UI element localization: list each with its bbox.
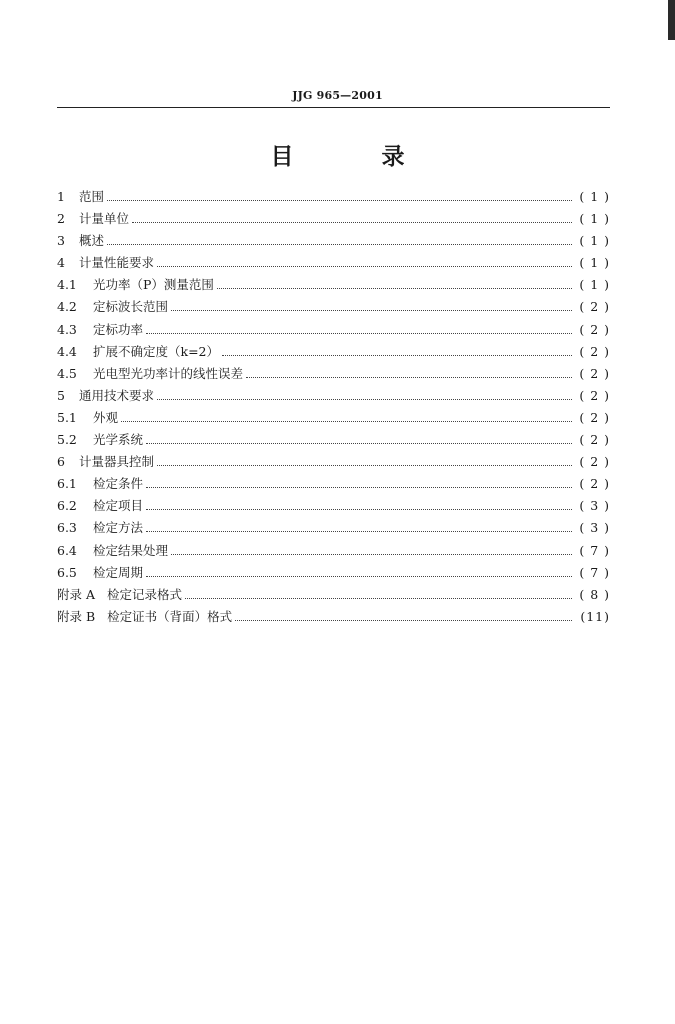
toc-entry — [57, 431, 610, 453]
dot-leader — [146, 486, 572, 488]
toc-entry — [57, 321, 610, 343]
dot-leader — [157, 398, 572, 400]
dot-leader — [146, 575, 572, 577]
toc-entry-page: ( 8 ) — [579, 586, 610, 602]
dot-leader — [146, 508, 572, 510]
toc-entry — [57, 519, 610, 541]
dot-leader — [132, 221, 572, 223]
dot-leader — [146, 530, 572, 532]
toc-entry-label: 计量器具控制 — [79, 454, 155, 470]
dot-leader — [157, 464, 572, 466]
toc-entry — [57, 475, 610, 497]
toc-entry-label: 光电型光功率计的线性误差 — [93, 365, 244, 381]
toc-entry-page: ( 2 ) — [579, 409, 610, 425]
toc-entry-label: 计量性能要求 — [79, 255, 155, 271]
toc-entry-number: 4.5 — [57, 365, 77, 381]
toc-entry-page: ( 2 ) — [579, 343, 610, 359]
toc-entry — [57, 409, 610, 431]
toc-entry-page: ( 1 ) — [579, 255, 610, 271]
toc-entry — [57, 542, 610, 564]
toc-entry-label: 检定结果处理 — [93, 542, 169, 558]
toc-entry-number: 6.3 — [57, 520, 77, 536]
dot-leader — [171, 309, 572, 311]
toc-entry-label: 外观 — [93, 409, 119, 425]
dot-leader — [246, 376, 572, 378]
toc-entry-page: ( 1 ) — [579, 233, 610, 249]
toc-entry-page: ( 3 ) — [579, 520, 610, 536]
toc-entry — [57, 564, 610, 586]
toc-entry-page: ( 2 ) — [579, 476, 610, 492]
toc-entry — [57, 276, 610, 298]
toc-entry-number: 1 — [57, 189, 65, 204]
toc-entry — [57, 254, 610, 276]
toc-entry-label: 计量单位 — [79, 211, 130, 227]
toc-entry — [57, 497, 610, 519]
toc-entry — [57, 365, 610, 387]
toc-entry-number: 5 — [57, 387, 65, 403]
toc-entry-page: ( 2 ) — [579, 387, 610, 403]
toc-entry-label: 检定证书（背面）格式 — [107, 608, 233, 624]
toc-entry-page: ( 2 ) — [579, 321, 610, 337]
toc-entry-number: 6.5 — [57, 564, 77, 580]
toc-entry-label: 检定方法 — [93, 520, 144, 536]
toc-entry-label: 范围 — [79, 189, 105, 204]
toc-entry-number: 附录 B — [57, 608, 96, 624]
toc-entry-page: ( 2 ) — [579, 365, 610, 381]
standard-number: JJG 965—2001 — [292, 89, 383, 102]
toc-entry-page: ( 7 ) — [579, 564, 610, 580]
toc-entry-number: 5.1 — [57, 409, 77, 425]
dot-leader — [157, 265, 572, 267]
toc-entry-label: 检定条件 — [93, 476, 144, 492]
toc-entry-label: 扩展不确定度（k=2） — [93, 343, 220, 359]
table-of-contents — [57, 188, 610, 630]
toc-entry-label: 检定项目 — [93, 498, 144, 514]
header-rule — [57, 107, 610, 108]
toc-entry — [57, 387, 610, 409]
dot-leader — [146, 442, 572, 444]
toc-entry — [57, 608, 610, 630]
toc-entry-number: 4.4 — [57, 343, 77, 359]
toc-entry-number: 3 — [57, 233, 65, 249]
toc-entry-label: 光学系统 — [93, 432, 144, 448]
page-title: 目 录 — [270, 144, 445, 170]
toc-entry-number: 5.2 — [57, 432, 77, 448]
dot-leader — [146, 332, 572, 334]
dot-leader — [171, 553, 572, 555]
dot-leader — [222, 354, 572, 356]
toc-entry — [57, 210, 610, 232]
toc-entry-number: 6.4 — [57, 542, 77, 558]
toc-entry-page: ( 2 ) — [579, 454, 610, 470]
toc-entry-page: (11) — [580, 608, 610, 624]
toc-entry — [57, 343, 610, 365]
toc-entry-page: ( 1 ) — [579, 189, 610, 204]
toc-entry-page: ( 2 ) — [579, 299, 610, 315]
toc-entry-page: ( 2 ) — [579, 432, 610, 448]
toc-entry-number: 6.2 — [57, 498, 77, 514]
toc-entry — [57, 188, 610, 210]
toc-entry-label: 定标功率 — [93, 321, 144, 337]
toc-entry-label: 检定记录格式 — [107, 586, 183, 602]
dot-leader — [107, 199, 572, 201]
scan-edge-mark — [668, 0, 675, 40]
toc-entry — [57, 232, 610, 254]
toc-entry-page: ( 1 ) — [579, 211, 610, 227]
dot-leader — [217, 287, 572, 289]
dot-leader — [107, 243, 572, 245]
toc-entry-number: 4.2 — [57, 299, 77, 315]
toc-entry-label: 定标波长范围 — [93, 299, 169, 315]
toc-entry-number: 4.1 — [57, 277, 77, 293]
toc-entry-page: ( 3 ) — [579, 498, 610, 514]
toc-entry-page: ( 7 ) — [579, 542, 610, 558]
dot-leader — [121, 420, 572, 422]
toc-entry-page: ( 1 ) — [579, 277, 610, 293]
dot-leader — [235, 619, 572, 621]
toc-entry-label: 检定周期 — [93, 564, 144, 580]
toc-entry-number: 4 — [57, 255, 65, 271]
toc-entry-number: 附录 A — [57, 586, 96, 602]
toc-entry-number: 2 — [57, 211, 65, 227]
toc-entry-label: 概述 — [79, 233, 105, 249]
toc-entry-label: 通用技术要求 — [79, 387, 155, 403]
toc-entry-number: 6 — [57, 454, 65, 470]
toc-entry — [57, 453, 610, 475]
dot-leader — [185, 597, 572, 599]
toc-entry — [57, 586, 610, 608]
toc-entry-number: 6.1 — [57, 476, 77, 492]
toc-entry-number: 4.3 — [57, 321, 77, 337]
toc-entry — [57, 298, 610, 320]
toc-entry-label: 光功率（P）测量范围 — [93, 277, 214, 293]
